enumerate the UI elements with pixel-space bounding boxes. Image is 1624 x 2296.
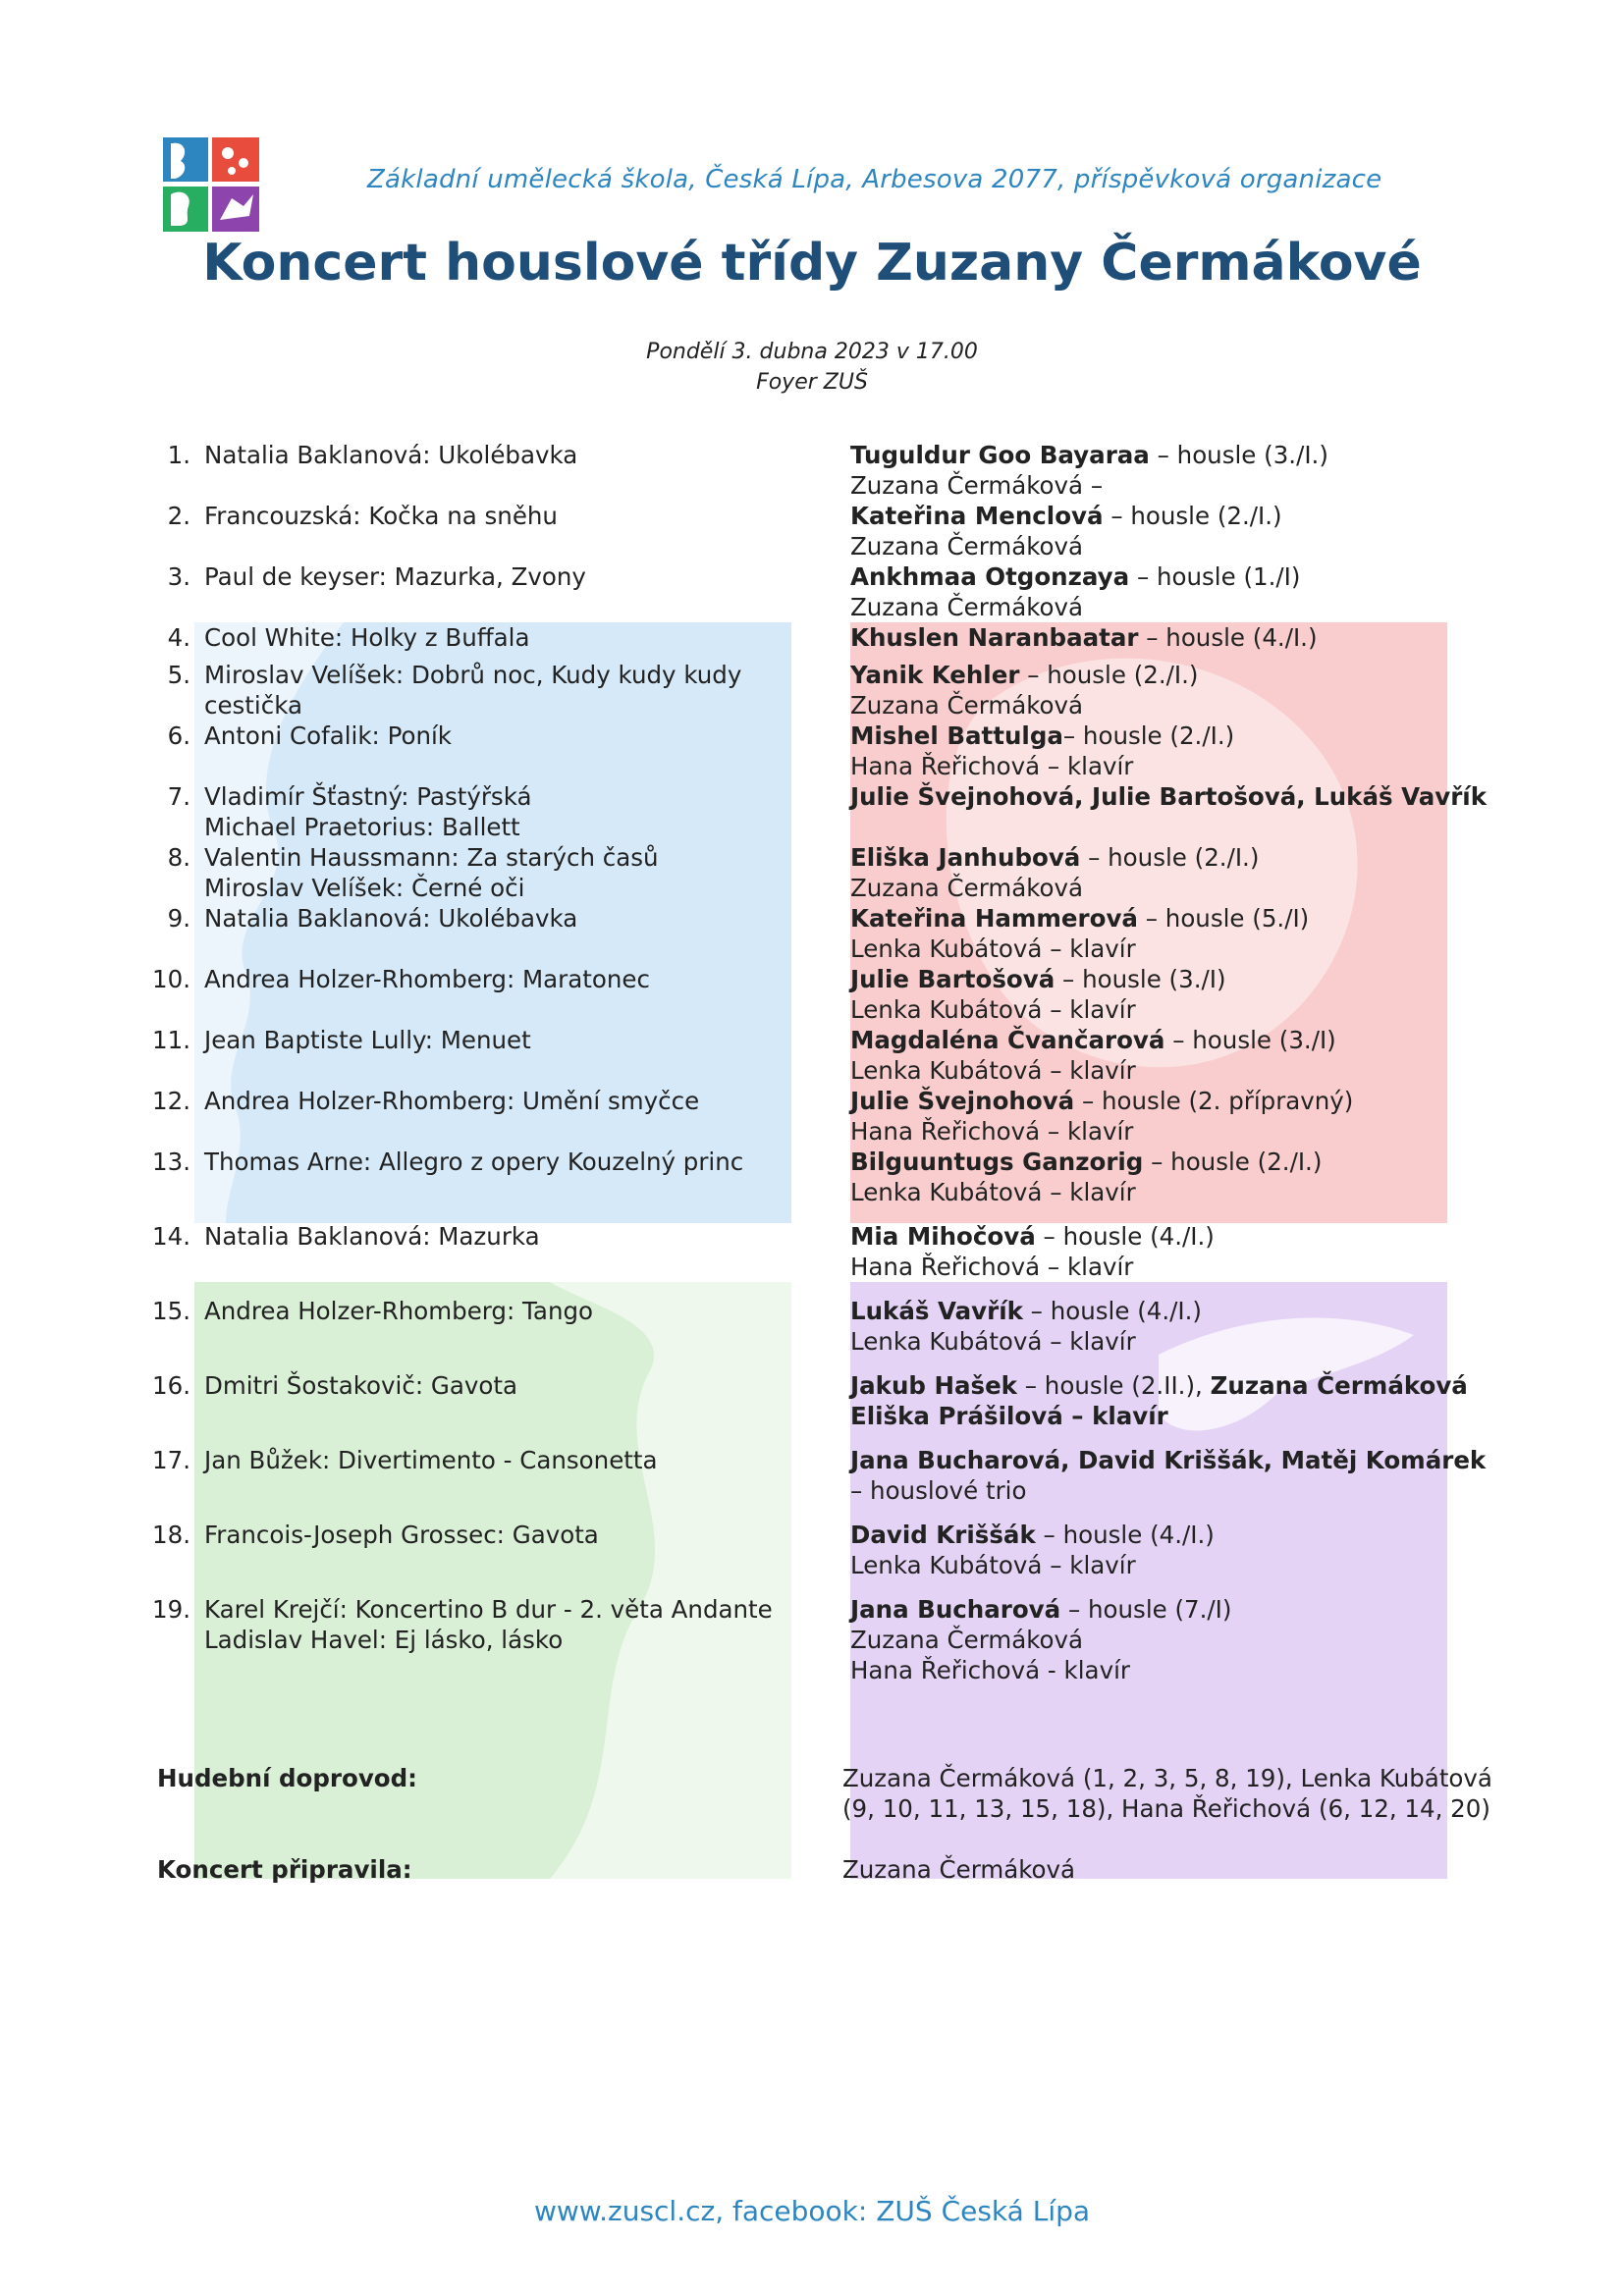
performer-line — [850, 1520, 1479, 1550]
performer-detail: Zuzana Čermáková – — [850, 471, 1104, 500]
concert-date: Pondělí 3. dubna 2023 v 17.00 — [646, 340, 978, 364]
program-number: 11. — [152, 1026, 190, 1054]
program-piece — [204, 622, 833, 653]
program-performers — [850, 903, 1479, 964]
program-number: 3. — [167, 562, 190, 591]
program-performers — [850, 561, 1479, 622]
performer-line — [850, 1326, 1479, 1357]
program-number: 7. — [167, 782, 190, 811]
performer-detail: – housle (3./I) — [1055, 965, 1226, 993]
performer-detail: – housle (4./I.) — [1035, 1521, 1215, 1549]
performer-name: Lukáš Vavřík — [850, 1297, 1023, 1325]
performer-detail: – housle (4./I.) — [1035, 1222, 1215, 1251]
piece-line: Natalia Baklanová: Mazurka — [204, 1222, 540, 1251]
piece-line: Karel Krejčí: Koncertino B dur - 2. věta Andante — [204, 1595, 773, 1624]
performer-name: Mia Mihočová — [850, 1222, 1036, 1251]
performer-line — [850, 660, 1479, 690]
performer-detail: Hana Řeřichová - klavír — [850, 1656, 1130, 1684]
program-piece — [204, 721, 833, 751]
program-performers — [850, 660, 1479, 721]
performer-detail: Hana Řeřichová – klavír — [850, 1117, 1134, 1146]
performer-line — [850, 1625, 1479, 1655]
performer-line — [850, 934, 1479, 964]
performer-detail: – housle (4./I.) — [1138, 623, 1318, 652]
piece-line: Natalia Baklanová: Ukolébavka — [204, 904, 578, 933]
piece-line: Paul de keyser: Mazurka, Zvony — [204, 562, 586, 591]
performer-detail: – housle (5./I) — [1137, 904, 1310, 933]
piece-line: Valentin Haussmann: Za starých časů — [204, 843, 659, 872]
piece-line: Francouzská: Kočka na sněhu — [204, 502, 558, 530]
performer-name: David Kriššák — [850, 1521, 1036, 1549]
performer-name: Tuguldur Goo Bayaraa — [850, 441, 1150, 469]
piece-line: Vladimír Šťastný: Pastýřská — [204, 782, 532, 811]
performer-name: Kateřina Menclová — [850, 502, 1104, 530]
performer-line — [850, 1177, 1479, 1207]
program-piece — [204, 501, 833, 531]
performer-name: Julie Bartošová — [850, 965, 1056, 993]
program-piece — [204, 1086, 833, 1116]
program-number: 8. — [167, 843, 190, 872]
program-piece — [204, 903, 833, 934]
performer-line — [850, 781, 1487, 812]
program-number: 12. — [152, 1087, 190, 1115]
performer-line — [850, 1594, 1479, 1625]
program-performers — [850, 1147, 1479, 1207]
program-performers — [850, 1520, 1479, 1580]
program-piece — [204, 440, 833, 470]
performer-line — [850, 592, 1479, 622]
program-piece — [204, 781, 833, 842]
prepared-label: Koncert připravila: — [157, 1855, 412, 1884]
performer-name: Magdaléna Čvančarová — [850, 1026, 1165, 1054]
program-performers — [850, 440, 1479, 501]
program-performers — [850, 622, 1479, 653]
program-piece — [204, 1594, 833, 1655]
performer-line — [850, 1445, 1487, 1475]
piece-line: Dmitri Šostakovič: Gavota — [204, 1371, 517, 1400]
performer-detail: Zuzana Čermáková — [850, 532, 1084, 561]
performer-detail: – housle (1./I) — [1129, 562, 1301, 591]
program-performers — [850, 721, 1479, 781]
piece-line: Cool White: Holky z Buffala — [204, 623, 530, 652]
piece-line: Andrea Holzer-Rhomberg: Tango — [204, 1297, 594, 1325]
performer-detail: – housle (4./I.) — [1022, 1297, 1202, 1325]
piece-line: Jan Bůžek: Divertimento - Cansonetta — [204, 1446, 658, 1474]
program-piece — [204, 1370, 833, 1401]
program-number: 16. — [152, 1371, 190, 1400]
piece-line: Jean Baptiste Lully: Menuet — [204, 1026, 531, 1054]
performer-name: Yanik Kehler — [850, 661, 1020, 689]
piece-line: Andrea Holzer-Rhomberg: Umění smyčce — [204, 1087, 700, 1115]
program-performers — [850, 781, 1487, 812]
performer-detail: – housle (2./I.) — [1143, 1148, 1323, 1176]
school-name: Základní umělecká škola, Česká Lípa, Arbesova 2077, příspěvková organizace — [367, 165, 1382, 194]
performer-detail: Lenka Kubátová – klavír — [850, 1551, 1136, 1579]
performer-name: Kateřina Hammerová — [850, 904, 1138, 933]
program-number: 10. — [152, 965, 190, 993]
performer-detail: Hana Řeřichová – klavír — [850, 1253, 1134, 1281]
program-piece — [204, 561, 833, 592]
performer-name: Zuzana Čermáková — [1210, 1371, 1468, 1400]
program-piece — [204, 964, 833, 994]
performer-line — [850, 470, 1479, 501]
program-number: 2. — [167, 502, 190, 530]
piece-line: Miroslav Velíšek: Dobrů noc, Kudy kudy kudy — [204, 661, 742, 689]
piece-line: Antoni Cofalik: Poník — [204, 721, 452, 750]
performer-detail: Hana Řeřichová – klavír — [850, 752, 1134, 780]
performer-line — [850, 1370, 1479, 1401]
performer-name: Julie Švejnohová — [850, 1087, 1075, 1115]
program-number: 17. — [152, 1446, 190, 1474]
performer-detail: Zuzana Čermáková — [850, 691, 1084, 720]
performer-name: Ankhmaa Otgonzaya — [850, 562, 1130, 591]
program-performers — [850, 964, 1479, 1025]
performer-line — [850, 994, 1479, 1025]
program-piece — [204, 1221, 833, 1252]
performer-line — [850, 964, 1479, 994]
accompaniment-line: Zuzana Čermáková (1, 2, 3, 5, 8, 19), Lenka Kubátová — [842, 1764, 1492, 1792]
performer-detail: – housle (2./I.) — [1062, 721, 1235, 750]
performer-detail: Zuzana Čermáková — [850, 1626, 1084, 1654]
program-number: 1. — [167, 441, 190, 469]
program-piece — [204, 842, 833, 903]
concert-title: Koncert houslové třídy Zuzany Čermákové — [202, 234, 1422, 293]
piece-line: cestička — [204, 691, 302, 720]
performer-line — [850, 501, 1479, 531]
program-number: 18. — [152, 1521, 190, 1549]
performer-name: Jana Bucharová — [850, 1595, 1061, 1624]
accompaniment-value — [842, 1763, 1510, 1824]
performer-name: Jakub Hašek — [850, 1371, 1017, 1400]
performer-detail: – housle (2./I.) — [1103, 502, 1282, 530]
concert-venue: Foyer ZUŠ — [756, 370, 868, 395]
program-performers — [850, 1221, 1479, 1282]
program-piece — [204, 660, 833, 721]
performer-line — [850, 440, 1479, 470]
performer-name: Jana Bucharová, David Kriššák, Matěj Komárek — [850, 1446, 1487, 1474]
program-performers — [850, 1296, 1479, 1357]
performer-name: Bilguuntugs Ganzorig — [850, 1148, 1144, 1176]
performer-line — [850, 1252, 1479, 1282]
program-number: 6. — [167, 721, 190, 750]
performer-detail: – housle (2. přípravný) — [1074, 1087, 1354, 1115]
performer-line — [850, 1221, 1479, 1252]
performer-line — [850, 1147, 1479, 1177]
piece-line: Francois-Joseph Grossec: Gavota — [204, 1521, 599, 1549]
accompaniment-line: (9, 10, 11, 13, 15, 18), Hana Řeřichová (6, 12, 14, 20) — [842, 1794, 1490, 1823]
performer-detail: – housle (7./I) — [1060, 1595, 1232, 1624]
performer-name: Mishel Battulga — [850, 721, 1063, 750]
performer-detail: Lenka Kubátová – klavír — [850, 934, 1136, 963]
performer-detail: Lenka Kubátová – klavír — [850, 1178, 1136, 1206]
performer-detail: – housle (2.II.), — [1016, 1371, 1211, 1400]
performer-line — [850, 751, 1479, 781]
program-performers — [850, 1370, 1479, 1431]
performer-line — [850, 1296, 1479, 1326]
piece-line: Andrea Holzer-Rhomberg: Maratonec — [204, 965, 650, 993]
program-performers — [850, 501, 1479, 561]
performer-name: Eliška Janhubová — [850, 843, 1081, 872]
performer-name: Khuslen Naranbaatar — [850, 623, 1139, 652]
program-piece — [204, 1025, 833, 1055]
program-number: 13. — [152, 1148, 190, 1176]
performer-line — [850, 1025, 1479, 1055]
performer-line — [850, 1401, 1479, 1431]
program-number: 15. — [152, 1297, 190, 1325]
program-piece — [204, 1520, 833, 1550]
performer-line — [850, 842, 1479, 873]
piece-line: Thomas Arne: Allegro z opery Kouzelný princ — [204, 1148, 744, 1176]
performer-line — [850, 622, 1479, 653]
program-number: 4. — [167, 623, 190, 652]
prepared-value: Zuzana Čermáková — [842, 1855, 1076, 1884]
performer-line — [850, 1086, 1479, 1116]
program-number: 9. — [167, 904, 190, 933]
program-performers — [850, 842, 1479, 903]
program-piece — [204, 1296, 833, 1326]
program-performers — [850, 1594, 1479, 1685]
footer-web: www.zuscl.cz, facebook: ZUŠ Česká Lípa — [533, 2195, 1091, 2227]
school-logo — [163, 137, 259, 232]
performer-line — [850, 873, 1479, 903]
performer-line — [850, 690, 1479, 721]
performer-detail: Lenka Kubátová – klavír — [850, 995, 1136, 1024]
performer-name: Julie Švejnohová, Julie Bartošová, Lukáš Vavřík — [850, 782, 1487, 811]
program-performers — [850, 1086, 1479, 1147]
performer-line — [850, 561, 1479, 592]
program-performers — [850, 1445, 1487, 1506]
performer-line — [850, 1655, 1479, 1685]
piece-line: Natalia Baklanová: Ukolébavka — [204, 441, 578, 469]
program-number: 5. — [167, 661, 190, 689]
program-performers — [850, 1025, 1479, 1086]
piece-line: Ladislav Havel: Ej lásko, lásko — [204, 1626, 564, 1654]
performer-detail: Zuzana Čermáková — [850, 593, 1084, 621]
performer-detail: – housle (2./I.) — [1080, 843, 1260, 872]
piece-line: Miroslav Velíšek: Černé oči — [204, 874, 525, 902]
piece-line: Michael Praetorius: Ballett — [204, 813, 520, 841]
performer-detail: Zuzana Čermáková — [850, 874, 1084, 902]
program-piece — [204, 1445, 833, 1475]
performer-detail: – housle (3./I) — [1164, 1026, 1336, 1054]
performer-detail: – housle (3./I.) — [1149, 441, 1328, 469]
performer-line — [850, 1550, 1479, 1580]
performer-detail: – housle (2./I.) — [1019, 661, 1199, 689]
program-number: 19. — [152, 1595, 190, 1624]
performer-detail: Lenka Kubátová – klavír — [850, 1056, 1136, 1085]
performer-line — [850, 721, 1479, 751]
performer-name: Eliška Prášilová – klavír — [850, 1402, 1168, 1430]
accompaniment-label: Hudební doprovod: — [157, 1764, 417, 1792]
program-piece — [204, 1147, 833, 1177]
performer-line — [850, 1116, 1479, 1147]
performer-line — [850, 531, 1479, 561]
performer-detail: – houslové trio — [850, 1476, 1027, 1505]
performer-detail: Lenka Kubátová – klavír — [850, 1327, 1136, 1356]
performer-line — [850, 903, 1479, 934]
program-number: 14. — [152, 1222, 190, 1251]
performer-line — [850, 1475, 1479, 1506]
performer-line — [850, 1055, 1479, 1086]
